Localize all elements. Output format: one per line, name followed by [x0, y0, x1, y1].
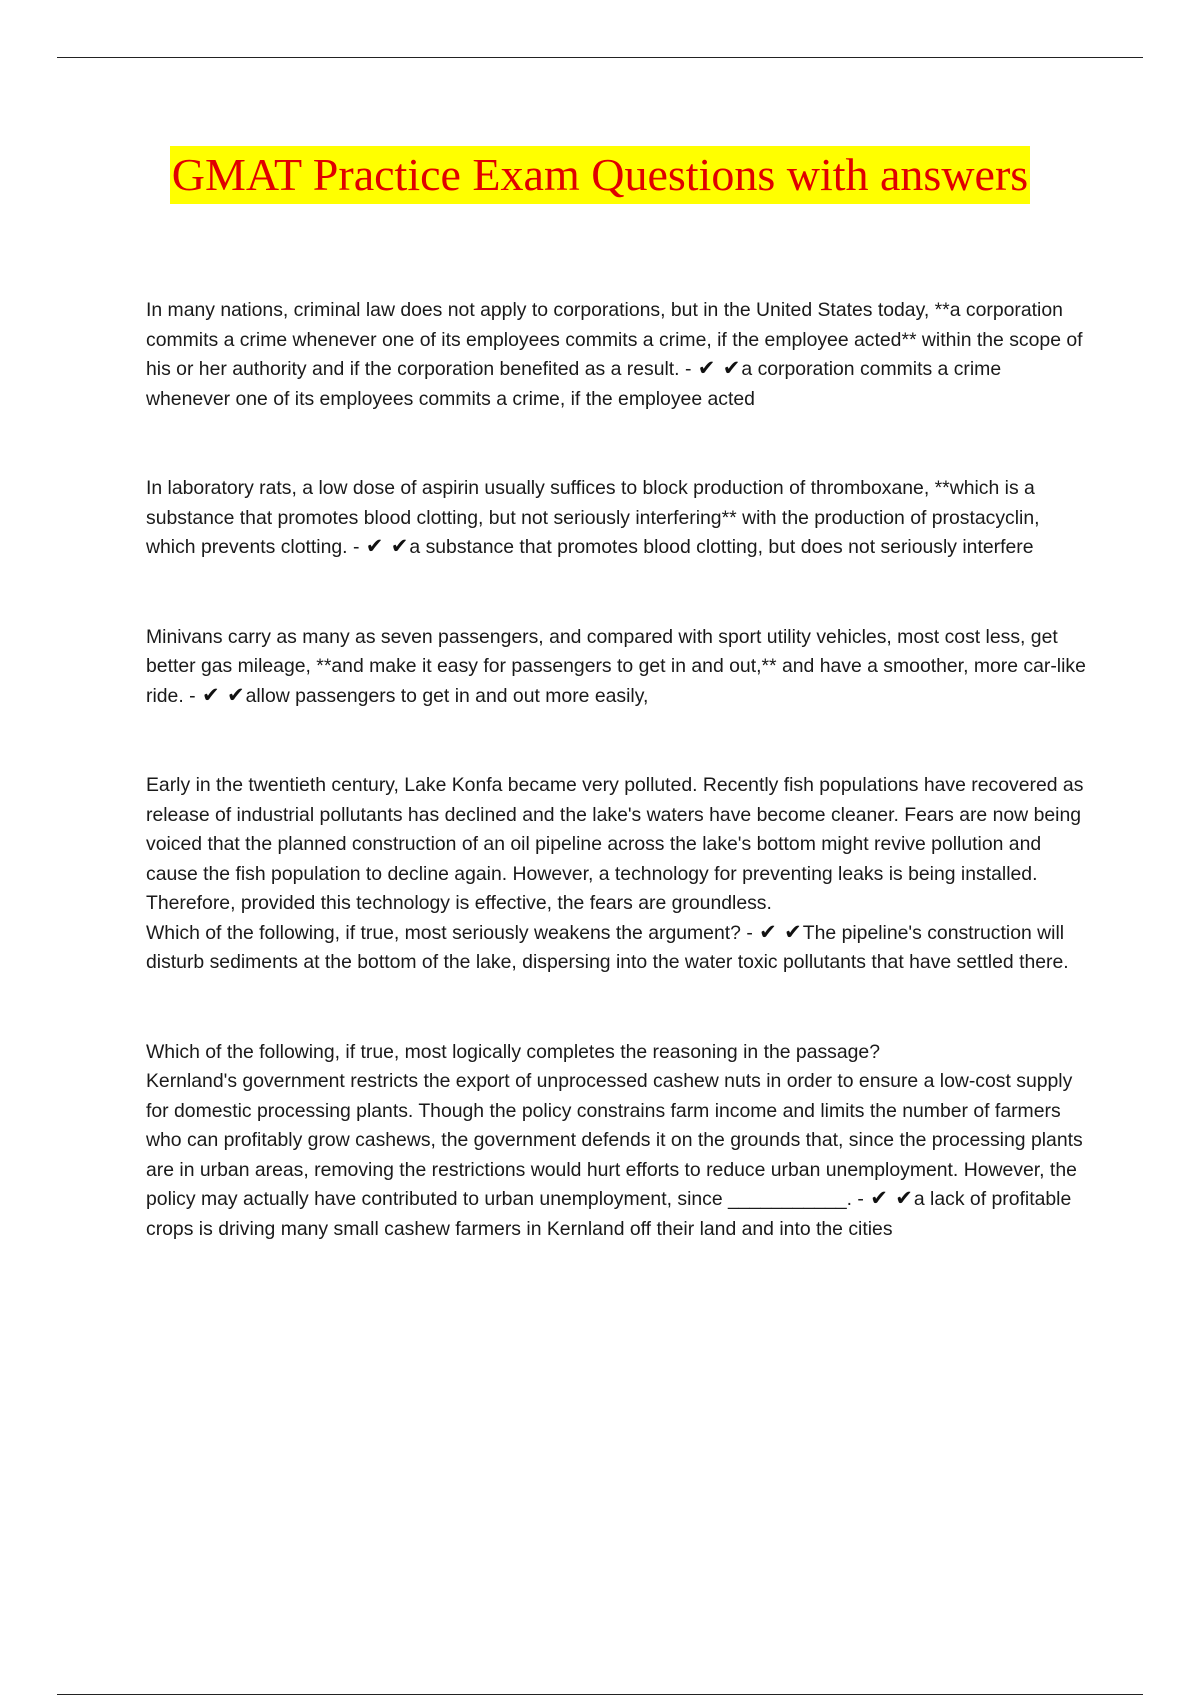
qa-item-5: [146, 1038, 1086, 1245]
answer-separator: -: [183, 684, 201, 707]
answer-separator: -: [852, 1188, 870, 1210]
qa-paragraph: [146, 1067, 1086, 1244]
document-title: GMAT Practice Exam Questions with answers: [170, 146, 1030, 204]
question-text: Minivans carry as many as seven passengers, and compared with sport utility vehicles, most cost less, get better gas mileage, **and make it easy for passengers to get in and out,** and have a smoother, more car-like ride.: [146, 625, 1086, 707]
answer-text: The pipeline's construction will disturb sediments at the bottom of the lake, dispersing into the water toxic pollutants that have settled there.: [146, 921, 1069, 973]
question-text: Kernland's government restricts the export of unprocessed cashew nuts in order to ensure a low-cost supply for domestic processing plants. Though the policy constrains farm income and limits the number of farmers who can profitably grow cashews, the government defends it on the grounds that, since the processing plants are in urban areas, removing the restrictions would hurt efforts to reduce urban unemployment. However, the policy may actually have contributed to urban unemployment, since ___________.: [146, 1070, 1083, 1210]
checkmark-icon: ✔: [722, 356, 741, 380]
question-text: In laboratory rats, a low dose of aspirin usually suffices to block production of thromboxane, **which is a substance that promotes blood clotting, but not seriously interfering** with the production of prostacyclin, which prevents clotting.: [146, 477, 1040, 558]
answer-text: a lack of profitable crops is driving many small cashew farmers in Kernland off their land and into the cities: [146, 1188, 1072, 1240]
checkmark-icon: ✔: [895, 1186, 913, 1210]
qa-paragraph: [146, 623, 1086, 712]
question-text: In many nations, criminal law does not apply to corporations, but in the United States today, **a corporation commits a crime whenever one of its employees commits a crime, if the employee acted** within the scope of his or her authority and if the corporation benefited as a result.: [146, 299, 1083, 380]
checkmark-icon: ✔: [759, 919, 777, 944]
qa-item-4: [146, 771, 1086, 978]
qa-item-1: [146, 296, 1086, 414]
checkmark-icon: ✔: [697, 356, 716, 380]
answer-separator: -: [679, 358, 697, 380]
question-text: Which of the following, if true, most seriously weakens the argument?: [146, 921, 741, 944]
checkmark-icon: ✔: [201, 682, 220, 707]
answer-text: a substance that promotes blood clotting, but does not seriously interfere: [409, 536, 1034, 558]
document-body: [146, 296, 1086, 1244]
bottom-rule: [57, 1694, 1143, 1695]
top-rule: [57, 57, 1143, 58]
checkmark-icon: ✔: [870, 1186, 888, 1210]
prompt-paragraph: Which of the following, if true, most logically completes the reasoning in the passage?: [146, 1040, 881, 1063]
title-container: [0, 146, 1200, 204]
answer-separator: -: [347, 536, 365, 558]
qa-item-2: [146, 474, 1086, 563]
answer-text: a corporation commits a crime whenever one of its employees commits a crime, if the employee acted: [146, 358, 1002, 410]
qa-paragraph: [146, 474, 1086, 563]
checkmark-icon: ✔: [784, 919, 802, 944]
checkmark-icon: ✔: [390, 534, 409, 558]
checkmark-icon: ✔: [226, 682, 245, 707]
qa-paragraph: [146, 296, 1086, 414]
checkmark-icon: ✔: [365, 534, 384, 558]
qa-item-3: [146, 623, 1086, 712]
answer-separator: -: [740, 921, 759, 944]
passage-paragraph: Early in the twentieth century, Lake Konfa became very polluted. Recently fish populations have recovered as release of industrial pollutants has declined and the lake's waters have become cleaner. Fears are now being voiced that the planned construction of an oil pipeline across the lake's bottom might revive pollution and cause the fish population to decline again. However, a technology for preventing leaks is being installed. Therefore, provided this technology is effective, the fears are groundless.: [146, 774, 1084, 914]
answer-text: allow passengers to get in and out more easily,: [245, 684, 649, 707]
qa-paragraph: [146, 919, 1086, 978]
